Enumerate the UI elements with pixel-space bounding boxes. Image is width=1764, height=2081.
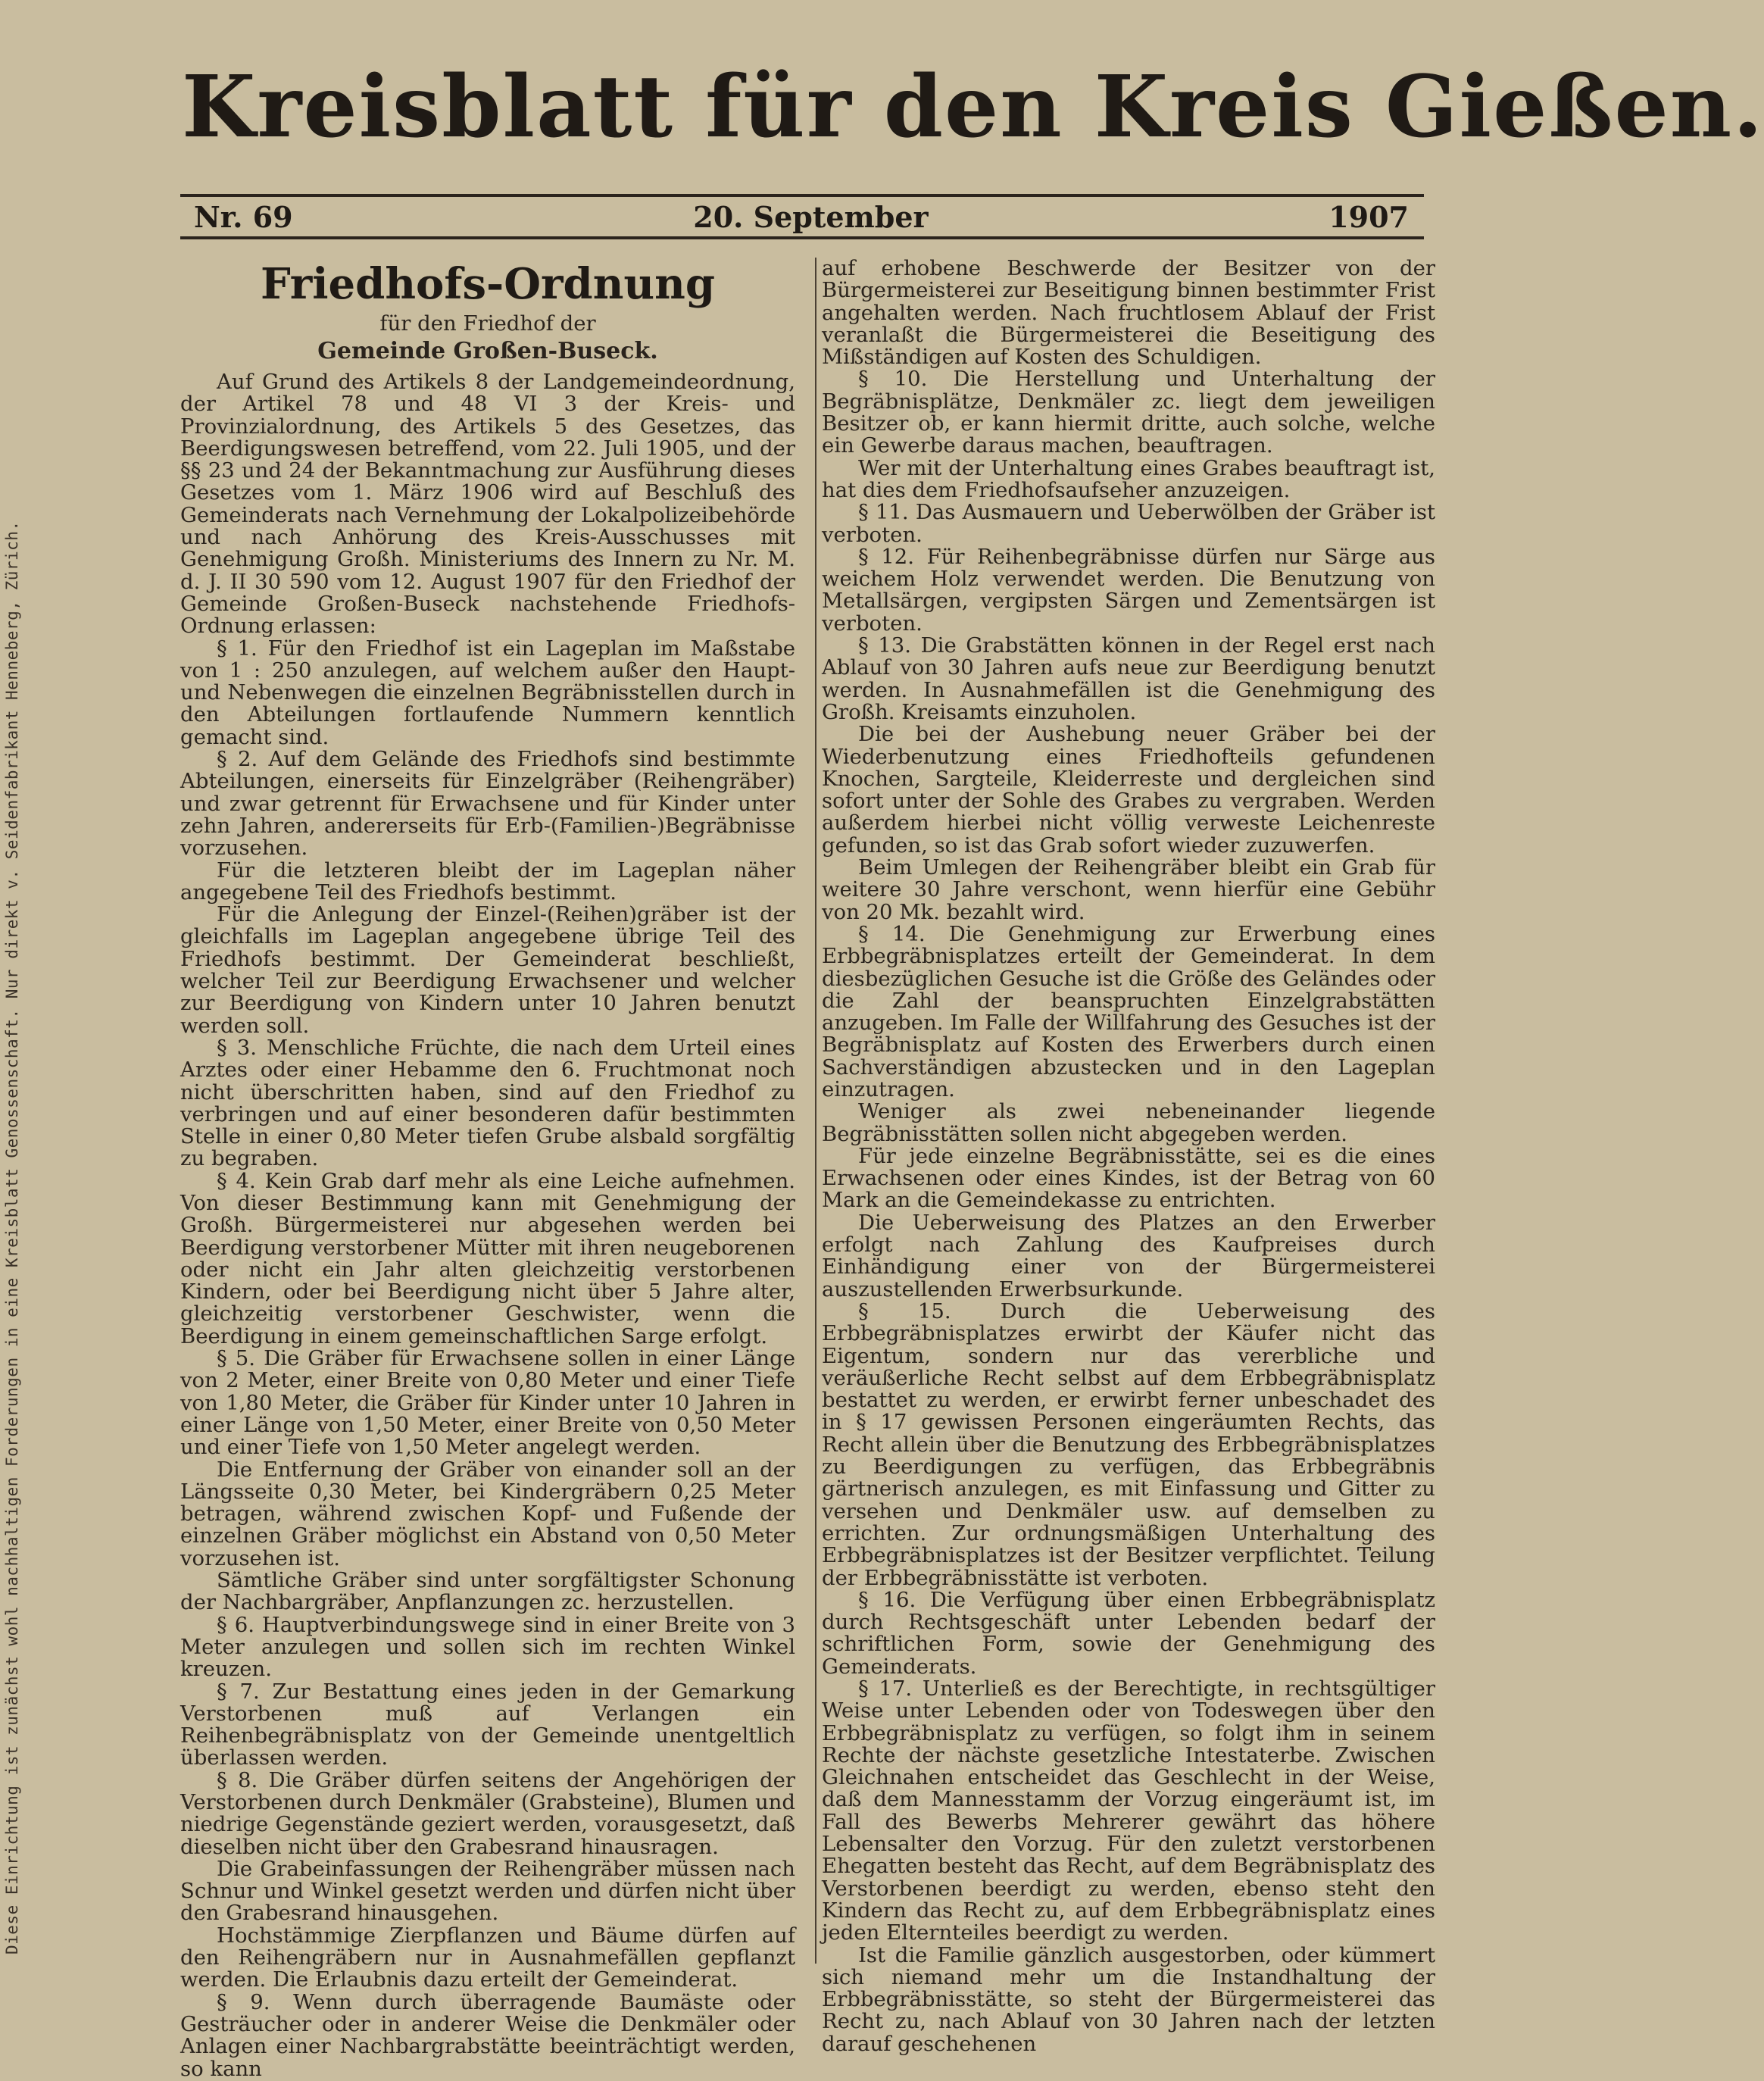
paragraph: Die Entfernung der Gräber von einander soll an der Längsseite 0,30 Meter, bei Kindergräbern 0,25 Meter betragen, während zwischen Kopf- und Fußende der einzelnen Gräber möglichst ein Abstand von 0,50 Meter vorzusehen ist. (180, 1457, 795, 1570)
paragraph: Die bei der Aushebung neuer Gräber bei der Wiederbenutzung eines Friedhofteils gefundenen Knochen, Sargteile, Kleiderreste und dergleichen sind sofort unter der Sohle des Grabes zu vergraben. Werden außerdem hierbei nicht völlig verweste Leichenreste gefunden, so ist das Grab sofort wieder zuzuwerfen. (822, 722, 1435, 858)
side-notice: Diese Einrichtung ist zunächst wohl nachhaltigen Forderungen in eine Kreisblatt Genossenschaft. Nur direkt v. Seidenfabrikant Henneberg, Zürich. (3, 520, 21, 1954)
paragraph: § 7. Zur Bestattung eines jeden in der Gemarkung Verstorbenen muß auf Verlangen ein Reihenbegräbnisplatz von der Gemeinde unentgeltlich überlassen werden. (180, 1679, 795, 1770)
paragraph: auf erhobene Beschwerde der Besitzer von der Bürgermeisterei zur Beseitigung binnen bestimmter Frist angehalten werden. Nach fruchtlosem Ablauf der Frist veranlaßt die Bürgermeisterei die Beseitigung des Mißständigen auf Kosten des Schuldigen. (822, 256, 1435, 370)
paragraph: Für die Anlegung der Einzel-(Reihen)gräber ist der gleichfalls im Lageplan angegebene übrige Teil des Friedhofs bestimmt. Der Gemeinderat beschließt, welcher Teil zur Beerdigung Erwachsener und welcher zur Beerdigung von Kindern unter 10 Jahren benutzt werden soll. (180, 902, 795, 1038)
right-column (822, 256, 1435, 2056)
paragraph: § 12. Für Reihenbegräbnisse dürfen nur Särge aus weichem Holz verwendet werden. Die Benutzung von Metallsärgen, vergipsten Särgen und Zementsärgen ist verboten. (822, 544, 1435, 636)
paragraph: § 15. Durch die Ueberweisung des Erbbegräbnisplatzes erwirbt der Käufer nicht das Eigentum, sondern nur das vererbliche und veräußerliche Recht selbst auf dem Erbbegräbnisplatz bestattet zu werden, er erwirbt ferner unbeschadet des in § 17 gewissen Personen eingeräumten Rechts, das Recht allein über die Benutzung des Erbbegräbnisplatzes zu Beerdigungen zu verfügen, das Erbbegräbnis gärtnerisch anzulegen, es mit Einfassung und Gitter zu versehen und Denkmäler usw. auf demselben zu errichten. Zur ordnungsmäßigen Unterhaltung des Erbbegräbnisplatzes ist der Besitzer verpflichtet. Teilung der Erbbegräbnisstätte ist verboten. (822, 1298, 1435, 1590)
issue-year: 1907 (1328, 199, 1409, 234)
left-column (180, 258, 795, 2081)
newspaper-masthead: Kreisblatt für den Kreis Gießen. (182, 58, 1764, 157)
paragraph: § 17. Unterließ es der Berechtigte, in rechtsgültiger Weise unter Lebenden oder von Todeswegen über den Erbbegräbnisplatz zu verfügen, so folgt ihm in seinem Rechte der nächste gesetzliche Intestaterbe. Zwischen Gleichnahen entscheidet das Geschlecht in der Weise, daß dem Mannesstamm der Vorzug eingeräumt ist, im Fall des Bewerbs Mehrerer gewährt das höhere Lebensalter den Vorzug. Für den zuletzt verstorbenen Ehegatten besteht das Recht, auf dem Begräbnisplatz des Verstorbenen beerdigt zu werden, ebenso steht den Kindern das Recht zu, auf dem Erbbegräbnisplatz eines jeden Elternteiles beerdigt zu werden. (822, 1676, 1435, 1945)
column-divider (815, 258, 816, 1964)
paragraph: Weniger als zwei nebeneinander liegende Begräbnisstätten sollen nicht abgegeben werden. (822, 1099, 1435, 1146)
paragraph: § 14. Die Genehmigung zur Erwerbung eines Erbbegräbnisplatzes erteilt der Gemeinderat. In dem diesbezüglichen Gesuche ist die Größe des Geländes oder die Zahl der beanspruchten Einzelgrabstätten anzugeben. Im Falle der Willfahrung des Gesuches ist der Begräbnisplatz auf Kosten des Erwerbers durch einen Sachverständigen abzustecken und in den Lageplan einzutragen. (822, 921, 1435, 1101)
paragraph: § 4. Kein Grab darf mehr als eine Leiche aufnehmen. Von dieser Bestimmung kann mit Genehmigung der Großh. Bürgermeisterei nur abgesehen werden bei Beerdigung verstorbener Mütter mit ihren neugeborenen oder nicht ein Jahr alten gleichzeitig verstorbenen Kindern, oder bei Beerdigung nicht über 5 Jahre alter, gleichzeitig verstorbener Geschwister, wenn die Beerdigung in einem gemeinschaftlichen Sarge erfolgt. (180, 1168, 795, 1348)
paragraph: § 1. Für den Friedhof ist ein Lageplan im Maßstabe von 1 : 250 anzulegen, auf welchem außer den Haupt- und Nebenwegen die einzelnen Begräbnisstellen durch in den Abteilungen fortlaufende Nummern kenntlich gemacht sind. (180, 636, 795, 749)
paragraph: § 11. Das Ausmauern und Ueberwölben der Gräber ist verboten. (822, 500, 1435, 547)
paragraph: § 13. Die Grabstätten können in der Regel erst nach Ablauf von 30 Jahren aufs neue zur Beerdigung benutzt werden. In Ausnahmefällen ist die Genehmigung des Großh. Kreisamts einzuholen. (822, 633, 1435, 724)
paragraph: § 10. Die Herstellung und Unterhaltung der Begräbnisplätze, Denkmäler zc. liegt dem jeweiligen Besitzer ob, er kann hiermit dritte, auch solche, welche ein Gewerbe daraus machen, beauftragen. (822, 367, 1435, 458)
paragraph: § 8. Die Gräber dürfen seitens der Angehörigen der Verstorbenen durch Denkmäler (Grabsteine), Blumen und niedrige Gegenstände geziert werden, vorausgesetzt, daß dieselben nicht über den Grabesrand hinausragen. (180, 1767, 795, 1859)
paragraph: Für die letzteren bleibt der im Lageplan näher angegebene Teil des Friedhofs bestimmt. (180, 858, 795, 905)
article-municipality: Gemeinde Großen-Buseck. (317, 338, 658, 364)
issue-number: Nr. 69 (194, 199, 293, 234)
masthead-rule-bottom (180, 236, 1424, 239)
paragraph: § 9. Wenn durch überragende Baumäste oder Gesträucher oder in anderer Weise die Denkmäler oder Anlagen einer Nachbargrabstätte beeinträchtigt werden, so kann (180, 1989, 795, 2081)
issue-date: 20. September (693, 199, 929, 234)
paragraph: § 3. Menschliche Früchte, die nach dem Urteil eines Arztes oder einer Hebamme den 6. Fruchtmonat noch nicht überschritten haben, sind auf den Friedhof zu verbringen und auf einer besonderen dafür bestimmten Stelle in einer 0,80 Meter tiefen Grube alsbald sorgfältig zu begraben. (180, 1035, 795, 1171)
issue-bar (194, 197, 1409, 236)
paragraph: § 5. Die Gräber für Erwachsene sollen in einer Länge von 2 Meter, einer Breite von 0,80 Meter und einer Tiefe von 1,80 Meter, die Gräber für Kinder unter 10 Jahren in einer Länge von 1,50 Meter, einer Breite von 0,50 Meter und einer Tiefe von 1,50 Meter angelegt werden. (180, 1346, 795, 1460)
paragraph: Wer mit der Unterhaltung eines Grabes beauftragt ist, hat dies dem Friedhofsaufseher anzuzeigen. (822, 455, 1435, 502)
paragraph: Die Grabeinfassungen der Reihengräber müssen nach Schnur und Winkel gesetzt werden und dürfen nicht über den Grabesrand hinausgehen. (180, 1856, 795, 1926)
paragraph: Beim Umlegen der Reihengräber bleibt ein Grab für weitere 30 Jahre verschont, wenn hierfür eine Gebühr von 20 Mk. bezahlt wird. (822, 855, 1435, 924)
paragraph: Auf Grund des Artikels 8 der Landgemeindeordnung, der Artikel 78 und 48 VI 3 der Kreis- und Provinzialordnung, des Artikels 5 des Gesetzes, das Beerdigungswesen betreffend, vom 22. Juli 1905, und der §§ 23 und 24 der Bekanntmachung zur Ausführung dieses Gesetzes vom 1. März 1906 wird auf Beschluß des Gemeinderats nach Vernehmung der Lokalpolizeibehörde und nach Anhörung des Kreis-Ausschusses mit Genehmigung Großh. Ministeriums des Innern zu Nr. M. d. J. II 30 590 vom 12. August 1907 für den Friedhof der Gemeinde Großen-Buseck nachstehende Friedhofs-Ordnung erlassen: (180, 370, 795, 639)
paragraph: Sämtliche Gräber sind unter sorgfältigster Schonung der Nachbargräber, Anpflanzungen zc. herzustellen. (180, 1568, 795, 1615)
paragraph: Die Ueberweisung des Platzes an den Erwerber erfolgt nach Zahlung des Kaufpreises durch Einhändigung einer von der Bürgermeisterei auszustellenden Erwerbsurkunde. (822, 1210, 1435, 1301)
paragraph: Ist die Familie gänzlich ausgestorben, oder kümmert sich niemand mehr um die Instandhaltung der Erbbegräbnisstätte, so steht der Bürgermeisterei das Recht zu, nach Ablauf von 30 Jahren nach der letzten darauf geschehenen (822, 1942, 1435, 2056)
paragraph: § 2. Auf dem Gelände des Friedhofs sind bestimmte Abteilungen, einerseits für Einzelgräber (Reihengräber) und zwar getrennt für Erwachsene und für Kinder unter zehn Jahren, andererseits für Erb-(Familien-)Begräbnisse vorzusehen. (180, 747, 795, 861)
article-subtitle: für den Friedhof der (379, 311, 596, 336)
paragraph: Hochstämmige Zierpflanzen und Bäume dürfen auf den Reihengräbern nur in Ausnahmefällen gepflanzt werden. Die Erlaubnis dazu erteilt der Gemeinderat. (180, 1923, 795, 1992)
paragraph: § 6. Hauptverbindungswege sind in einer Breite von 3 Meter anzulegen und sollen sich im rechten Winkel kreuzen. (180, 1612, 795, 1682)
article-title: Friedhofs-Ordnung (260, 259, 715, 309)
paragraph: § 16. Die Verfügung über einen Erbbegräbnisplatz durch Rechtsgeschäft unter Lebenden bedarf der schriftlichen Form, sowie der Genehmigung des Gemeinderats. (822, 1587, 1435, 1679)
paragraph: Für jede einzelne Begräbnisstätte, sei es die eines Erwachsenen oder eines Kindes, ist der Betrag von 60 Mark an die Gemeindekasse zu entrichten. (822, 1143, 1435, 1213)
